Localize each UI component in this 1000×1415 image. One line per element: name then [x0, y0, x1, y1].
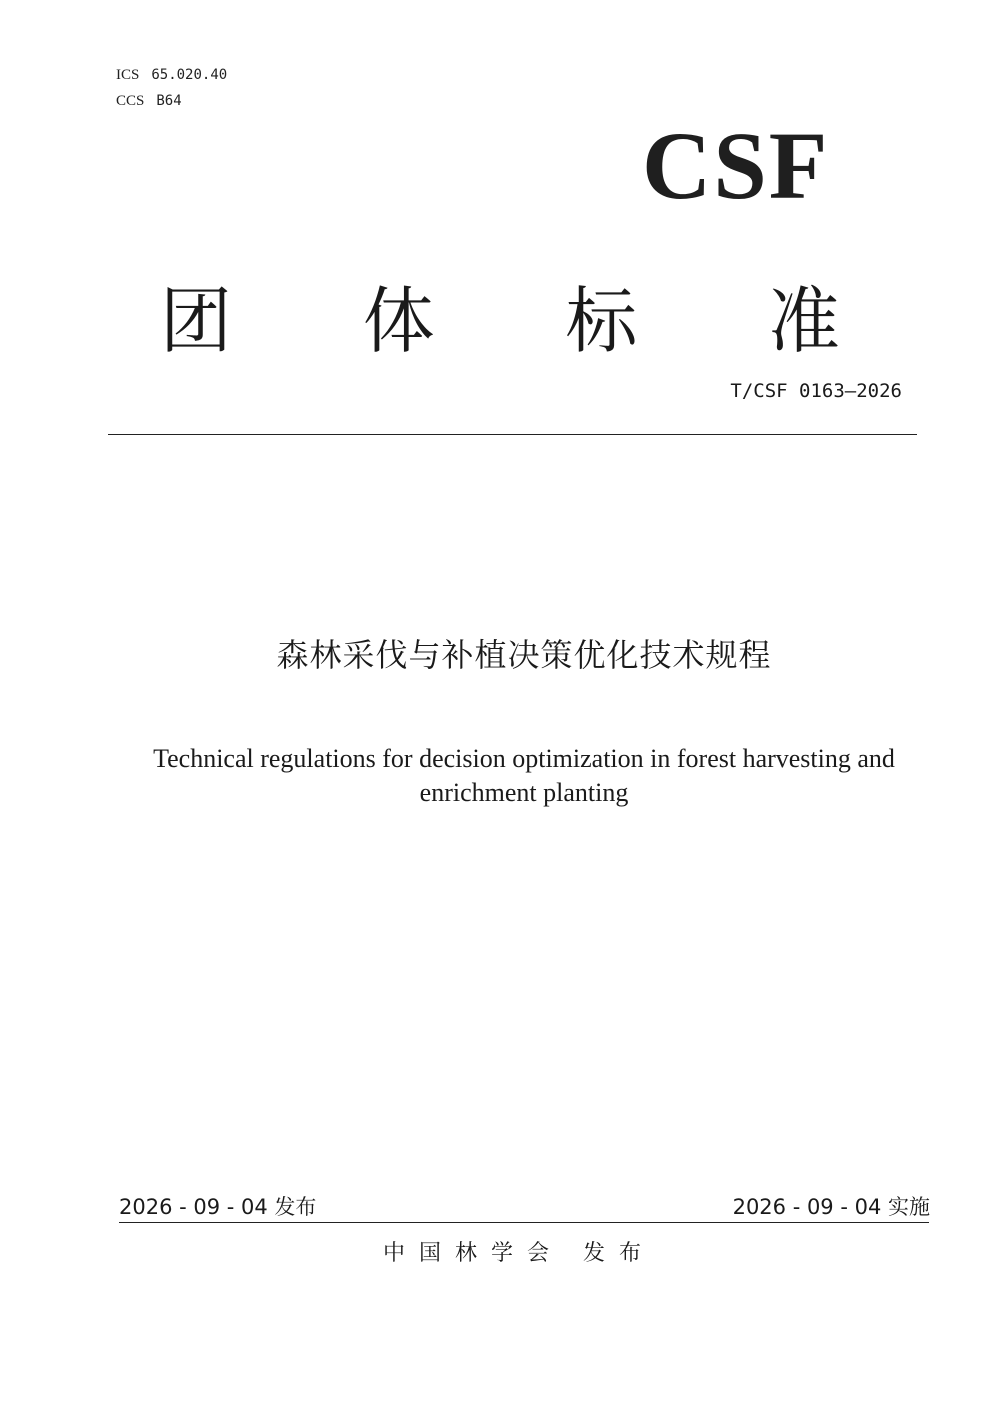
title-chinese: 森林采伐与补植决策优化技术规程 [276, 636, 772, 674]
title-english: Technical regulations for decision optimization in forest harvesting and enrichment planting [153, 744, 895, 807]
publisher-action: 发布 [583, 1241, 656, 1266]
csf-logo: CSF [642, 112, 830, 219]
ccs-code: B64 [156, 93, 182, 109]
standard-number: T/CSF 0163—2026 [730, 380, 902, 402]
ics-code: 65.020.40 [151, 67, 228, 83]
standard-type-char: 体 [362, 279, 435, 363]
ccs-row [116, 92, 182, 110]
ics-row [116, 66, 227, 84]
standard-type-char: 准 [767, 279, 840, 363]
standard-type-char: 标 [565, 279, 638, 363]
standard-type-char: 团 [160, 279, 233, 363]
publisher-organization: 中国林学会 [382, 1241, 563, 1266]
ccs-label: CCS [116, 93, 145, 109]
publish-date: 2026 - 09 - 04 发布 [119, 1195, 317, 1219]
implementation-date: 2026 - 09 - 04 实施 [732, 1195, 930, 1219]
ics-label: ICS [116, 67, 140, 83]
standard-type-heading [160, 279, 840, 363]
footer-divider [119, 1222, 929, 1223]
publisher-line [0, 1236, 1000, 1267]
header-divider [108, 434, 917, 435]
